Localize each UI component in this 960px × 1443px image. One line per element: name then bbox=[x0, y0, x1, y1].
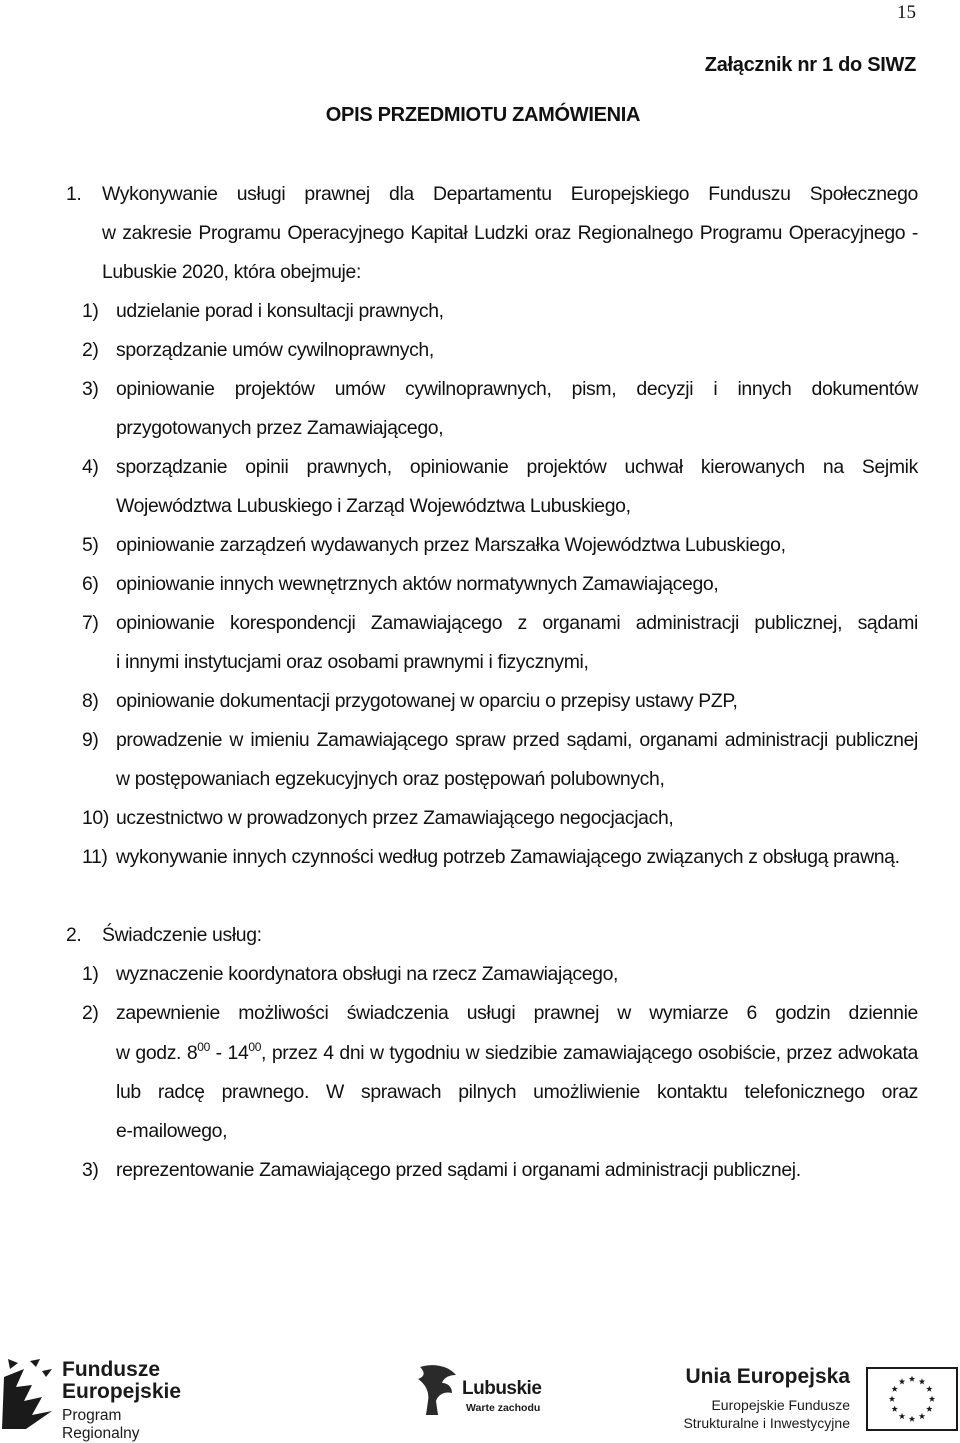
section-2-number: 2. bbox=[66, 924, 82, 946]
list-item-number: 10) bbox=[82, 807, 109, 829]
list-item-number: 4) bbox=[82, 456, 99, 478]
list-item-text: wykonywanie innych czynności według potrzeb Zamawiającego związanych z obsługą prawną. bbox=[116, 846, 900, 868]
hours-rest: , przez 4 dni w tygodniu w siedzibie zamawiającego osobiście, przez adwokata bbox=[261, 1042, 918, 1064]
fe-line-3: Program Regionalny bbox=[62, 1407, 140, 1442]
list-item-number: 6) bbox=[82, 573, 99, 595]
list-item-text: lub radcę prawnego. W sprawach pilnych umożliwienie kontaktu telefonicznego oraz bbox=[116, 1081, 918, 1103]
section-1-number: 1. bbox=[66, 183, 82, 205]
list-item-text: wyznaczenie koordynatora obsługi na rzecz Zamawiającego, bbox=[116, 963, 619, 985]
list-item-text: sporządzanie opinii prawnych, opiniowanie projektów uchwał kierowanych na Sejmik bbox=[116, 456, 918, 478]
lubuskie-eagle-icon bbox=[414, 1361, 462, 1419]
document-title: OPIS PRZEDMIOTU ZAMÓWIENIA bbox=[325, 104, 641, 126]
lubuskie-name: Lubuskie bbox=[462, 1378, 542, 1399]
hours-to-minutes: 00 bbox=[248, 1040, 262, 1054]
page-number: 15 bbox=[897, 2, 916, 23]
list-item-text-hours bbox=[116, 1040, 918, 1066]
list-item-number: 1) bbox=[82, 963, 99, 985]
list-item-text: sporządzanie umów cywilnoprawnych, bbox=[116, 339, 434, 361]
section-1-intro-line: w zakresie Programu Operacyjnego Kapitał Ludzki oraz Regionalnego Programu Operacyjnego - bbox=[102, 222, 918, 244]
list-item-text: prowadzenie w imieniu Zamawiającego spraw przed sądami, organami administracji publicznej bbox=[116, 729, 918, 751]
ue-line-1: Unia Europejska bbox=[685, 1365, 850, 1388]
list-item-text: Województwa Lubuskiego i Zarząd Województwa Lubuskiego, bbox=[116, 495, 631, 517]
list-item-number: 1) bbox=[82, 300, 99, 322]
list-item-text: udzielanie porad i konsultacji prawnych, bbox=[116, 300, 444, 322]
section-1-intro-line: Wykonywanie usługi prawnej dla Departamentu Europejskiego Funduszu Społecznego bbox=[102, 183, 918, 205]
list-item-number: 7) bbox=[82, 612, 99, 634]
list-item-number: 3) bbox=[82, 378, 99, 400]
lubuskie-slogan: Warte zachodu bbox=[466, 1402, 541, 1414]
list-item-text: uczestnictwo w prowadzonych przez Zamawiającego negocjacjach, bbox=[116, 807, 674, 829]
eu-flag-icon bbox=[866, 1367, 958, 1431]
list-item-text: opiniowanie projektów umów cywilnoprawnych, pism, decyzji i innych dokumentów bbox=[116, 378, 918, 400]
list-item-text: zapewnienie możliwości świadczenia usługi prawnej w wymiarze 6 godzin dziennie bbox=[116, 1002, 918, 1024]
list-item-text: opiniowanie innych wewnętrznych aktów normatywnych Zamawiającego, bbox=[116, 573, 719, 595]
list-item-text: przygotowanych przez Zamawiającego, bbox=[116, 417, 444, 439]
list-item-number: 3) bbox=[82, 1159, 99, 1181]
hours-from-minutes: 00 bbox=[197, 1040, 210, 1054]
ue-line-2: Europejskie Fundusze bbox=[711, 1397, 850, 1413]
footer-logos bbox=[0, 1345, 960, 1442]
fundusze-europejskie-logo bbox=[2, 1357, 202, 1442]
ue-line-3: Strukturalne i Inwestycyjne bbox=[683, 1415, 850, 1431]
list-item-number: 11) bbox=[82, 846, 108, 868]
list-item-text: i innymi instytucjami oraz osobami prawnymi i fizycznymi, bbox=[116, 651, 589, 673]
list-item-number: 2) bbox=[82, 339, 99, 361]
section-2-heading: Świadczenie usług: bbox=[102, 924, 262, 946]
list-item-text: opiniowanie zarządzeń wydawanych przez Marszałka Województwa Lubuskiego, bbox=[116, 534, 786, 556]
list-item-number: 9) bbox=[82, 729, 99, 751]
list-item-text: w postępowaniach egzekucyjnych oraz postępowań polubownych, bbox=[116, 768, 665, 790]
fe-line-1: Fundusze bbox=[62, 1358, 160, 1381]
list-item-text: reprezentowanie Zamawiającego przed sądami i organami administracji publicznej. bbox=[116, 1159, 801, 1181]
lubuskie-logo bbox=[414, 1361, 554, 1421]
list-item-text: opiniowanie dokumentacji przygotowanej w oparciu o przepisy ustawy PZP, bbox=[116, 690, 738, 712]
section-1-intro-line: Lubuskie 2020, która obejmuje: bbox=[102, 261, 361, 283]
list-item-number: 5) bbox=[82, 534, 99, 556]
list-item-text: opiniowanie korespondencji Zamawiającego z organami administracji publicznej, sądami bbox=[116, 612, 918, 634]
unia-europejska-logo bbox=[676, 1363, 958, 1435]
fundusze-europejskie-mark-icon bbox=[2, 1357, 54, 1429]
list-item-text: e-mailowego, bbox=[116, 1120, 228, 1142]
hours-from: w godz. 8 bbox=[116, 1042, 198, 1064]
attachment-label: Załącznik nr 1 do SIWZ bbox=[704, 54, 916, 76]
list-item-number: 2) bbox=[82, 1002, 99, 1024]
hours-to: - 14 bbox=[209, 1042, 249, 1064]
fe-line-2: Europejskie bbox=[62, 1380, 182, 1403]
list-item-number: 8) bbox=[82, 690, 99, 712]
